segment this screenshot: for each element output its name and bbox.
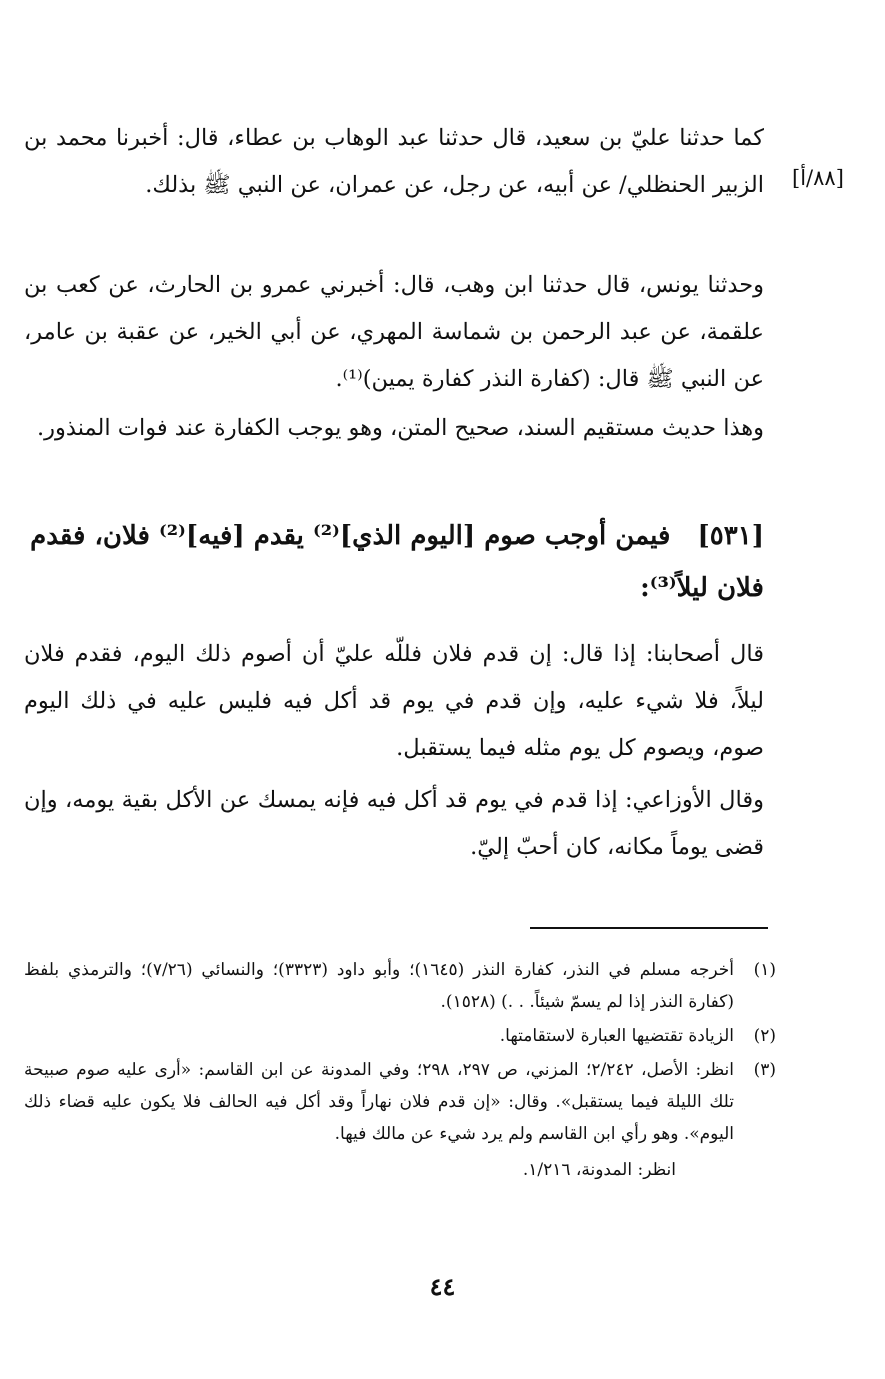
footnote-number: (٣)	[753, 1060, 776, 1080]
footnote-text: الزيادة تقتضيها العبارة لاستقامتها.	[499, 1026, 734, 1046]
footnote-text: انظر: الأصل، ٢/٢٤٢؛ المزني، ص ٢٩٧، ٢٩٨؛ وفي المدونة عن ابن القاسم: «أرى عليه صوم صبيحة تلك الليلة فيما يستقبل». وقال: «إن قدم فلان نهاراً وقد أكل فيه الحالف فلا يكون عليه قضاء ذلك اليوم». وهو رأي ابن القاسم ولم يرد شيء عن مالك فيها.	[24, 1060, 735, 1144]
footnote-number: (١)	[753, 960, 776, 980]
section-number: [٥٣١]	[697, 521, 764, 551]
page-number: ٤٤	[429, 1272, 456, 1301]
footnote-reference: انظر: المدونة، ١/٢١٦.	[522, 1160, 676, 1180]
footnotes	[24, 954, 776, 1186]
section-heading	[24, 510, 764, 614]
footnote	[24, 1054, 776, 1150]
paragraph-hadith-assessment: وهذا حديث مستقيم السند، صحيح المتن، وهو يوجب الكفارة عند فوات المنذور.	[37, 415, 764, 441]
paragraph-hadith-chain-1: كما حدثنا عليّ بن سعيد، قال حدثنا عبد الوهاب بن عطاء، قال: أخبرنا محمد بن الزبير الحنظلي/ عن أبيه، عن رجل، عن عمران، عن النبي ﷺ بذلك.	[24, 125, 764, 198]
footnote	[24, 954, 776, 1018]
footnote-text: أخرجه مسلم في النذر، كفارة النذر (١٦٤٥)؛ وأبو داود (٣٣٢٣)؛ والنسائي (٧/٢٦)؛ والترمذي بلفظ (كفارة النذر إذا لم يسمّ شيئاً. . .) (١٥٢٨).	[24, 960, 735, 1012]
footnote-number: (٢)	[753, 1026, 776, 1046]
paragraph-companions-opinion: قال أصحابنا: إذا قال: إن قدم فلان فللّه عليّ أن أصوم ذلك اليوم، فقدم فلان ليلاً، فلا شيء عليه، وإن قدم في يوم قد أكل فيه فليس عليه في ذلك اليوم صوم، ويصوم كل يوم مثله فيما يستقبل.	[24, 641, 764, 761]
manuscript-folio-marker: [٨٨/أ]	[792, 166, 844, 190]
section-title: فيمن أوجب صوم [اليوم الذي]⁽²⁾ يقدم [فيه]⁽²⁾ فلان، فقدم فلان ليلاً⁽³⁾:	[30, 521, 764, 603]
paragraph-hadith-chain-2: وحدثنا يونس، قال حدثنا ابن وهب، قال: أخبرني عمرو بن الحارث، عن كعب بن علقمة، عن عبد الرحمن بن شماسة المهري، عن أبي الخير، عن عقبة بن عامر، عن النبي ﷺ قال: (كفارة النذر كفارة يمين)⁽¹⁾.	[24, 272, 764, 392]
footnote-divider	[530, 927, 768, 929]
paragraph-awzai-opinion: وقال الأوزاعي: إذا قدم في يوم قد أكل فيه فإنه يمسك عن الأكل بقية يومه، وإن قضى يوماً مكانه، كان أحبّ إليّ.	[24, 787, 764, 860]
footnote	[24, 1020, 776, 1052]
